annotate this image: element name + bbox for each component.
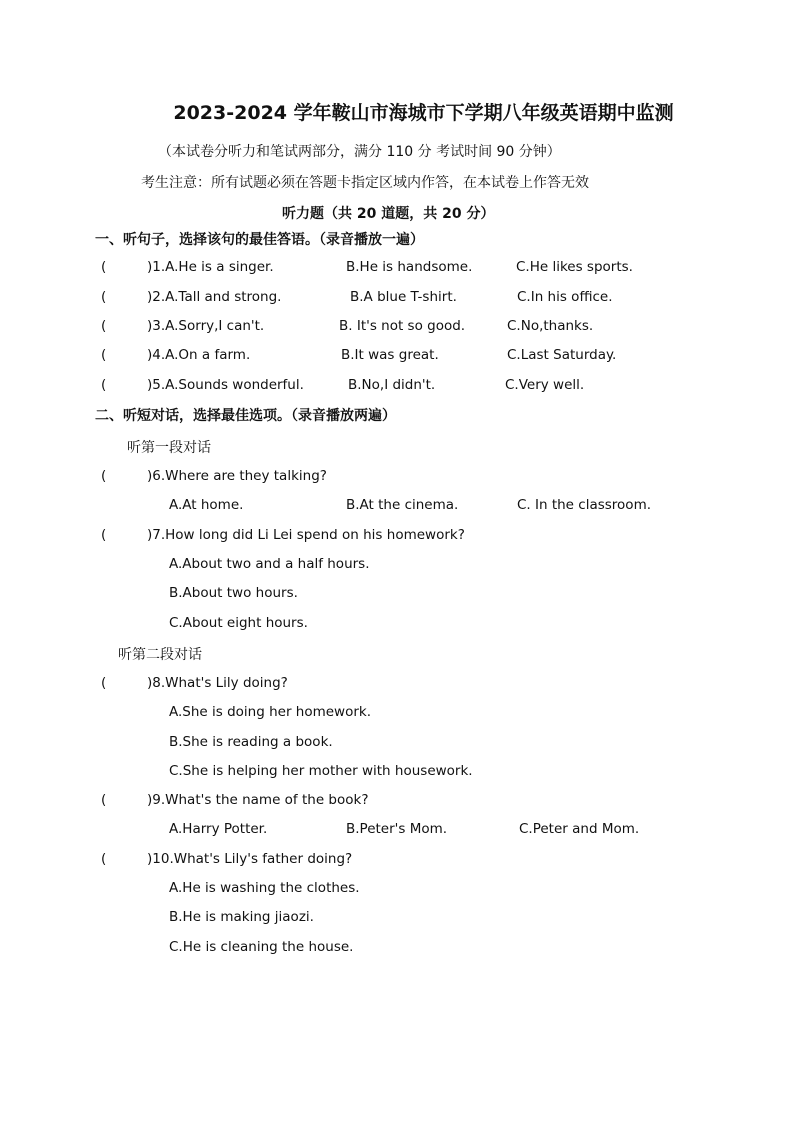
- question-6-a: A.At home.: [169, 497, 244, 513]
- question-3-b: B. It's not so good.: [339, 318, 466, 334]
- question-3-c: C.No,thanks.: [507, 318, 594, 334]
- question-3-a: )3.A.Sorry,I can't.: [147, 318, 265, 334]
- question-7-a: A.About two and a half hours.: [169, 556, 370, 572]
- answer-paren[interactable]: (: [101, 377, 107, 393]
- exam-note: （本试卷分听力和笔试两部分，满分 110 分 考试时间 90 分钟）: [158, 144, 561, 160]
- question-row-7: [0, 527, 793, 549]
- question-7-stem: )7.How long did Li Lei spend on his homework?: [147, 527, 465, 543]
- question-4-c: C.Last Saturday.: [507, 347, 617, 363]
- question-1-a: )1.A.He is a singer.: [147, 259, 274, 275]
- part1-heading: 一、听句子，选择该句的最佳答语。（录音播放一遍）: [95, 232, 424, 248]
- answer-paren[interactable]: (: [101, 289, 107, 305]
- question-9-options: [0, 821, 793, 843]
- part2-heading: 二、听短对话，选择最佳选项。（录音播放两遍）: [95, 408, 396, 424]
- question-row-6: [0, 468, 793, 490]
- question-9-stem: )9.What's the name of the book?: [147, 792, 369, 808]
- answer-paren[interactable]: (: [101, 851, 107, 867]
- question-10-a: A.He is washing the clothes.: [169, 880, 360, 896]
- question-6-c: C. In the classroom.: [517, 497, 652, 513]
- question-4-b: B.It was great.: [341, 347, 439, 363]
- question-8-b: B.She is reading a book.: [169, 734, 333, 750]
- answer-paren[interactable]: (: [101, 468, 107, 484]
- answer-paren[interactable]: (: [101, 675, 107, 691]
- question-6-stem: )6.Where are they talking?: [147, 468, 327, 484]
- question-1-b: B.He is handsome.: [346, 259, 473, 275]
- question-5-b: B.No,I didn't.: [348, 377, 436, 393]
- exam-notice: 考生注意：所有试题必须在答题卡指定区域内作答，在本试卷上作答无效: [141, 175, 589, 191]
- question-row-5: [0, 377, 793, 399]
- question-row-2: [0, 289, 793, 311]
- question-5-c: C.Very well.: [505, 377, 585, 393]
- section-header: 听力题（共 20 道题，共 20 分）: [282, 206, 495, 222]
- question-8-stem: )8.What's Lily doing?: [147, 675, 288, 691]
- question-row-3: [0, 318, 793, 340]
- question-2-a: )2.A.Tall and strong.: [147, 289, 282, 305]
- question-5-a: )5.A.Sounds wonderful.: [147, 377, 304, 393]
- dialog1-heading: 听第一段对话: [127, 440, 211, 456]
- question-7-b: B.About two hours.: [169, 585, 298, 601]
- dialog2-heading: 听第二段对话: [118, 647, 202, 663]
- question-9-a: A.Harry Potter.: [169, 821, 268, 837]
- answer-paren[interactable]: (: [101, 792, 107, 808]
- question-10-b: B.He is making jiaozi.: [169, 909, 314, 925]
- question-6-b: B.At the cinema.: [346, 497, 459, 513]
- question-9-c: C.Peter and Mom.: [519, 821, 640, 837]
- question-9-b: B.Peter's Mom.: [346, 821, 448, 837]
- question-row-1: [0, 259, 793, 281]
- question-8-a: A.She is doing her homework.: [169, 704, 372, 720]
- answer-paren[interactable]: (: [101, 259, 107, 275]
- question-2-c: C.In his office.: [517, 289, 613, 305]
- question-row-4: [0, 347, 793, 369]
- answer-paren[interactable]: (: [101, 318, 107, 334]
- question-10-c: C.He is cleaning the house.: [169, 939, 354, 955]
- question-7-c: C.About eight hours.: [169, 615, 308, 631]
- page-title: 2023-2024 学年鞍山市海城市下学期八年级英语期中监测: [173, 102, 674, 124]
- answer-paren[interactable]: (: [101, 527, 107, 543]
- question-row-9: [0, 792, 793, 814]
- question-2-b: B.A blue T-shirt.: [350, 289, 457, 305]
- question-1-c: C.He likes sports.: [516, 259, 633, 275]
- question-row-10: [0, 851, 793, 873]
- question-row-8: [0, 675, 793, 697]
- answer-paren[interactable]: (: [101, 347, 107, 363]
- question-10-stem: )10.What's Lily's father doing?: [147, 851, 353, 867]
- question-4-a: )4.A.On a farm.: [147, 347, 251, 363]
- question-6-options: [0, 497, 793, 519]
- question-8-c: C.She is helping her mother with housework.: [169, 763, 473, 779]
